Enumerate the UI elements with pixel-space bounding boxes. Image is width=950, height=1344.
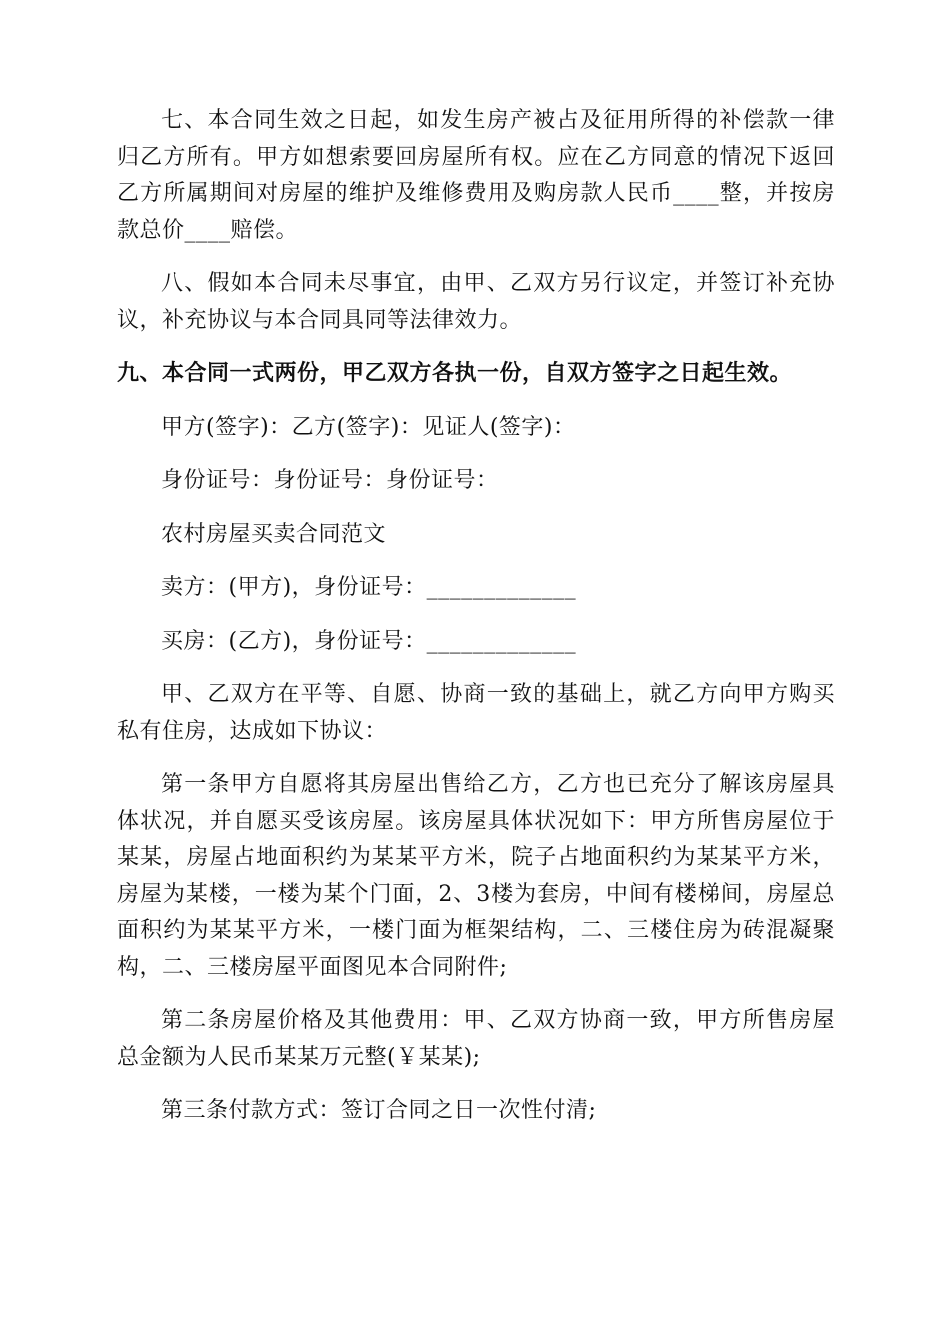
clause-9-paragraph: 九、本合同一式两份，甲乙双方各执一份，自双方签字之日起生效。 bbox=[117, 361, 793, 386]
seller-line: 卖方：(甲方)，身份证号：_____________ bbox=[161, 575, 577, 600]
clause-8-paragraph: 八、假如本合同未尽事宜，由甲、乙双方另行议定，并签订补充协议，补充协议与本合同具同等法律效力。 bbox=[117, 271, 835, 333]
article-1-paragraph: 第一条甲方自愿将其房屋出售给乙方，乙方也已充分了解该房屋具体状况，并自愿买受该房屋。该房屋具体状况如下：甲方所售房屋位于某某，房屋占地面积约为某某平方米，院子占地面积约为某某平方米，房屋为某楼，一楼为某个门面，2、3楼为套房，中间有楼梯间，房屋总面积约为某某平方米，一楼门面为框架结构，二、三楼住房为砖混凝聚构，二、三楼房屋平面图见本合同附件; bbox=[117, 772, 835, 980]
article-2-paragraph: 第二条房屋价格及其他费用：甲、乙双方协商一致，甲方所售房屋总金额为人民币某某万元整(￥某某); bbox=[117, 1008, 835, 1070]
id-number-line: 身份证号：身份证号：身份证号： bbox=[161, 468, 499, 493]
signature-line: 甲方(签字)：乙方(签字)：见证人(签字)： bbox=[161, 414, 576, 440]
article-3-paragraph: 第三条付款方式：签订合同之日一次性付清; bbox=[161, 1098, 597, 1123]
agreement-intro-paragraph: 甲、乙双方在平等、自愿、协商一致的基础上，就乙方向甲方购买私有住房，达成如下协议： bbox=[117, 682, 835, 744]
buyer-line: 买房：(乙方)，身份证号：_____________ bbox=[161, 628, 577, 654]
clause-7-paragraph: 七、本合同生效之日起，如发生房产被占及征用所得的补偿款一律归乙方所有。甲方如想索要回房屋所有权。应在乙方同意的情况下返回乙方所属期间对房屋的维护及维修费用及购房款人民币____整，并按房款总价____赔偿。 bbox=[117, 108, 835, 243]
section-title: 农村房屋买卖合同范文 bbox=[161, 521, 387, 547]
document-body bbox=[117, 103, 835, 1147]
